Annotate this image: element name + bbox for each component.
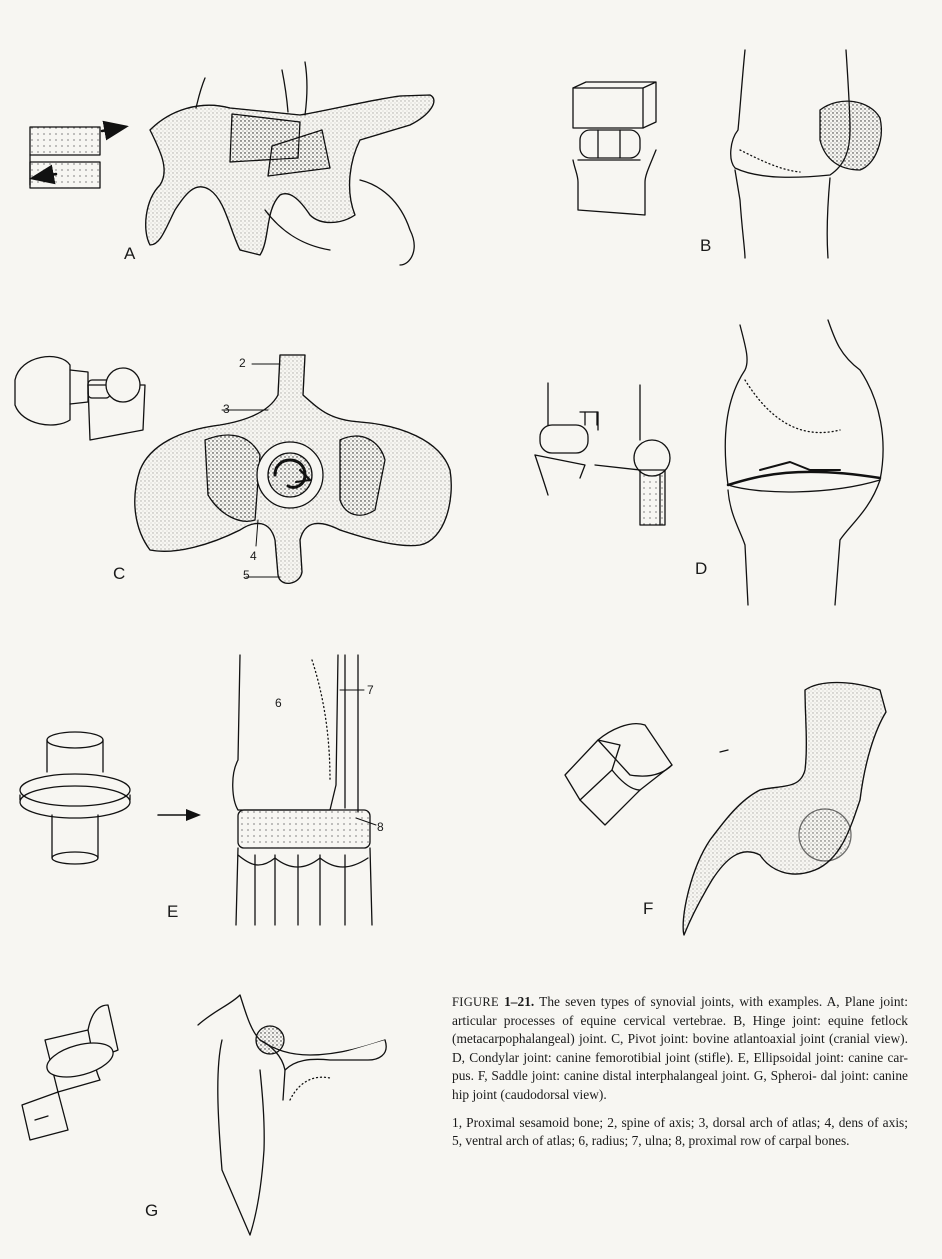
callout-8: 8: [377, 820, 384, 834]
caption-description: [452, 993, 908, 1105]
panel-g-block-diagram: [22, 1005, 118, 1140]
caption-line: joint: bovine atlantoaxial joint (cranial view). D, Condylar joint:: [452, 1031, 908, 1065]
caption-line: pus. F, Saddle joint: canine distal interphalangeal joint. G, Spheroi-: [452, 1068, 817, 1084]
panel-a-block-diagram: [30, 127, 124, 188]
panel-a-vertebrae-illustration: [146, 62, 434, 265]
panel-d-block-diagram: [535, 383, 670, 525]
caption-line: The seven types of synovial joints, with examples.: [539, 994, 823, 1009]
panel-label-d: D: [695, 559, 708, 578]
figure-word: FIGURE: [452, 995, 499, 1009]
panel-label-a: A: [124, 244, 136, 263]
caption-line: Hinge joint: equine fetlock (metacarpophalangeal) joint. C, Pivot: [452, 1012, 908, 1047]
panel-g-hip-illustration: [198, 995, 386, 1235]
caption-line: A, Plane joint: articular processes of equine cervical vertebrae. B,: [452, 994, 908, 1028]
caption-legend: [452, 1114, 908, 1151]
callout-3: 3: [223, 402, 230, 416]
panel-e-block-diagram: [20, 732, 198, 864]
callout-5: 5: [243, 568, 250, 582]
panel-label-f: F: [643, 899, 654, 918]
callout-2: 2: [239, 356, 246, 370]
panel-e-carpus-illustration: [233, 655, 376, 925]
caption-line: canine femorotibial joint (stifle). E, Ellipsoidal joint: canine car-: [555, 1049, 908, 1065]
callout-7: 7: [367, 683, 374, 697]
callout-6: 6: [275, 696, 282, 710]
panel-label-e: E: [167, 902, 179, 921]
callout-4: 4: [250, 549, 257, 563]
panel-c-atlantoaxial-illustration: [135, 355, 451, 583]
panel-d-stifle-illustration: [725, 320, 883, 605]
panel-b-block-diagram: [573, 82, 656, 215]
panel-f-block-diagram: [565, 724, 672, 825]
panel-label-c: C: [113, 564, 126, 583]
figure-caption: [452, 993, 908, 1151]
figure-number: 1–21.: [504, 994, 535, 1009]
panel-f-interphalangeal-illustration: [683, 683, 886, 936]
panel-c-block-diagram: [15, 357, 145, 440]
legend-line: atlas; 4, dens of axis; 5, ventral arch of atlas; 6, radius; 7, ulna;: [452, 1114, 908, 1149]
legend-line: 1, Proximal sesamoid bone; 2, spine of axis; 3, dorsal arch of: [452, 1114, 788, 1130]
panel-label-g: G: [145, 1201, 159, 1220]
caption-line: dal joint: canine hip joint (caudodorsal view).: [452, 1068, 908, 1102]
legend-line: 8, proximal row of carpal bones.: [675, 1133, 850, 1149]
panel-label-b: B: [700, 236, 712, 255]
panel-b-fetlock-illustration: [731, 50, 882, 258]
